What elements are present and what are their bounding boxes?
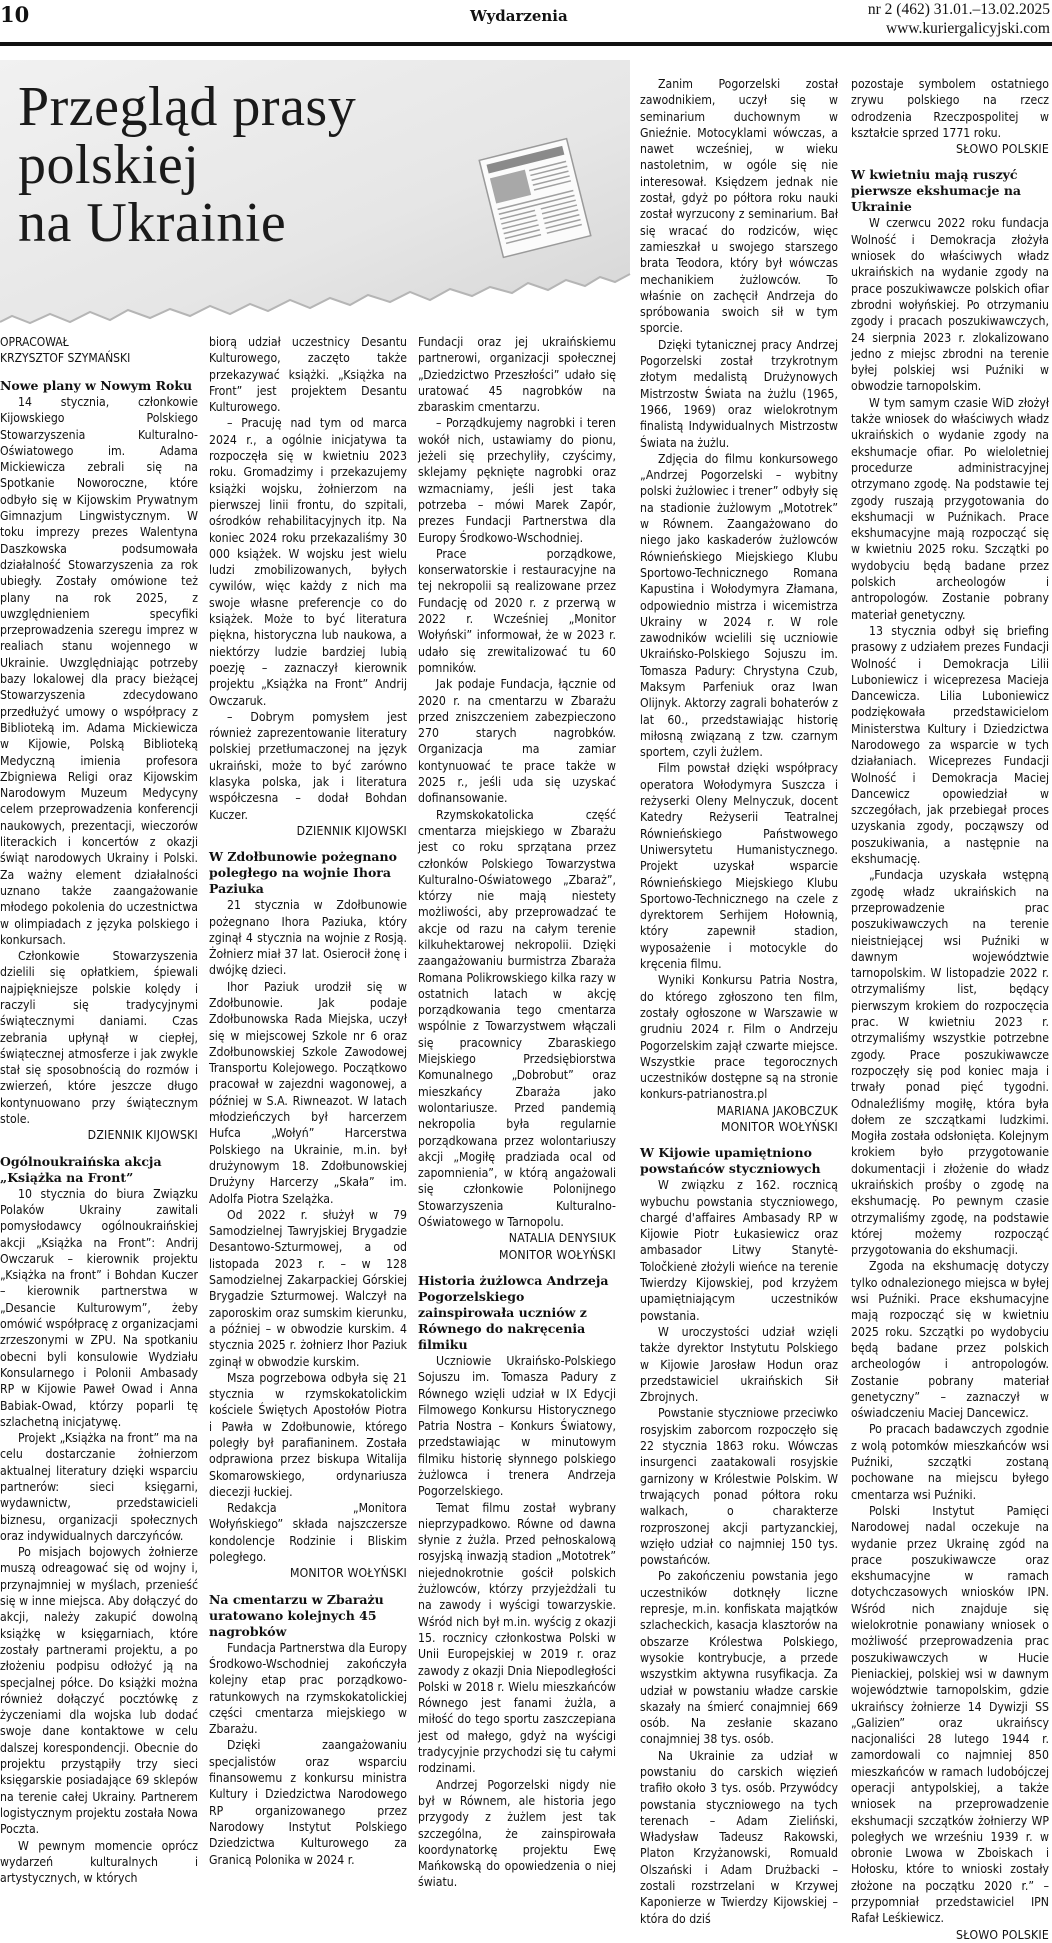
paragraph: Zdjęcia do filmu konkursowego „Andrzej Pogorzelski – wybitny polski żużlowiec i trener” odbyły się na stadionie żużlowym „Mototrek” w Równem. Zaangażowano do niego jako kaskaderów żużlowców Równieńskiego Miejskiego Klubu Sportowo-Technicznego Romana Kapustina i Wołodymyra Złamana, odpowiednio mistrza i wicemistrza Ukrainy w 2024 r. W role zawodników wcielili się uczniowie Ukraińsko-Polskiego Sojuszu im. Tomasza Padury: Chrystyna Czub, Maksym Parfeniuk oraz Iwan Olijnyk. Aktorzy zagrali bohaterów z lat 60., przedstawiając historię miłosną związaną z tzw. czarnym sportem, czyli żużlem. (640, 451, 838, 760)
paragraph: W czerwcu 2022 roku fundacja Wolność i Demokracja złożyła wniosek do właściwych władz ukraińskich na wydanie zgody na prace poszukiwawcze polskich ofiar zbrodni wołyńskiej. Po otrzymaniu zgody i pracach poszukiwawczych, 24 sierpnia 2023 r. zlokalizowano jedno z miejsc zbrodni na terenie byłej polskiej wsi Puźniki w obwodzie tarnopolskim. (851, 216, 1049, 394)
title-line-2: polskiej (18, 134, 200, 196)
column-3 (418, 334, 616, 1891)
paragraph: Uczniowie Ukraińsko-Polskiego Sojuszu im. Tomasza Padury z Równego wzięli udział w IX Edycji Filmowego Konkursu Historycznego Patria Nostra – Konkurs Światowy, przedstawiając w minutowym filmiku historię słynnego polskiego żużlowca i trenera Andrzeja Pogorzelskiego. (418, 1353, 616, 1499)
section-name: Wydarzenia (470, 7, 568, 25)
paragraph: 21 stycznia w Zdołbunowie pożegnano Ihora Paziuka, który zginął 4 stycznia na wojnie z Rosją. Żołnierz miał 37 lat. Osierocił żonę i dwójkę dzieci. (209, 898, 407, 978)
article-heading: W Zdołbunowie pożegnano poległego na wojnie Ihora Paziuka (209, 849, 397, 897)
source-signature: MONITOR WOŁYŃSKI (498, 1247, 616, 1262)
article-heading (0, 1154, 198, 1186)
article-heading: Historia żużlowca Andrzeja Pogorzelskiego zainspirowała uczniów z Równego do nakręcenia filmiku (418, 1272, 609, 1352)
paragraph: – Pracuję nad tym od marca 2024 r., a ogólnie inicjatywa ta rozpoczęła się w kwietniu 2023 roku. Gromadzimy i przekazujemy książki wojsku, żołnierzom na pierwszej linii frontu, do szpitali, ośrodków rehabilitacyjnych itp. Na koniec 2024 roku przekazaliśmy 30 000 książek. W wojsku jest wielu ludzi zmobilizowanych, byłych cywilów, więc każdy z nich ma swoje własne preferencje co do książek. Może to być literatura piękna, historyczna lub naukowa, a niektórzy ludzie bardziej lubią poezję – zaznaczył kierownik projektu „Książka na Front” Andrij Owczaruk. (209, 416, 407, 708)
paragraph: pozostaje symbolem ostatniego zrywu polskiego na rzecz odrodzenia Rzeczpospolitej w kształcie sprzed 1771 roku. (851, 77, 1049, 140)
paragraph: Temat filmu został wybrany nieprzypadkowo. Równe od dawna słynie z żużla. Przed pełnoskalową rosyjską inwazją stadion „Mototrek” niejednokrotnie gościł polskich żużlowców, którzy przyjeżdżali tu na zawody i wyścigi towarzyskie. Wśród nich był m.in. wyścig z okazji 15. rocznicy członkostwa Polski w Unii Europejskiej w 2019 r. oraz zawody z okazji Dnia Niepodległości Polski w 2018 r. Wielu mieszkańców Równego jest fanami żużla, a miłość do tego sportu zaszczepiana jest od małego, gdyż na wyścigi tradycyjnie przychodzi się tu całymi rodzinami. (418, 1500, 616, 1776)
column-2 (209, 334, 407, 1868)
paragraph: biorą udział uczestnicy Desantu Kulturowego, zaczęto także przekazywać książki. „Książka na Front” jest projektem Desantu Kulturowego. (209, 335, 407, 415)
source-signature: MONITOR WOŁYŃSKI (289, 1566, 407, 1581)
paragraph: Projekt „Książka na front” ma na celu dostarczanie żołnierzom aktualnej literatury dzięki wsparciu partnerów: sieci księgarni, wydawnictw, przedstawicieli biznesu, organizacji społecznych oraz indywidualnych darczyńców. (0, 1431, 198, 1543)
paragraph: Na Ukrainie za udział w powstaniu do carskich więzień trafiło około 3 tys. osób. Przywódcy powstania styczniowego na tych terenach – Adam Zieliński, Władysław Tadeusz Rakowski, Platon Krzyżanowski, Romuald Olszański i Adam Drużbacki – zostali rozstrzelani w Krzywej Kaponierze w Twierdzy Kijowskiej – która do dziś (640, 1748, 838, 1926)
paragraph: W tym samym czasie WiD złożył także wniosek do właściwych władz ukraińskich o wydanie zgody na ekshumacje ofiar. Po wieloletniej procedurze administracyjnej otrzymano zgodę. Na podstawie tej zgody ruszają przygotowania do ekshumacji w Puźnikach. Prace ekshumacyjne mają rozpocząć się w kwietniu 2025 roku. Szczątki po wydobyciu będą badane przez polskich archeologów i antropologów. Zostanie pobrany materiał genetyczny. (851, 395, 1049, 622)
paragraph: Polski Instytut Pamięci Narodowej nadal oczekuje na wydanie przez Ukrainę zgód na prace poszukiwawcze oraz ekshumacyjne w ramach dotychczasowych wniosków IPN. Wśród nich znajduje się wielokrotnie ponawiany wniosek o możliwość przeprowadzenia prac poszukiwawczych w Hucie Pieniackiej, polskiej wsi w dawnym województwie tarnopolskim, gdzie ukraińscy żołnierze 14 Dywizji SS „Galizien” oraz ukraińscy nacjonaliści 28 lutego 1944 r. zamordowali co najmniej 850 mieszkańców w ramach ludobójczej operacji antypolskiej, a także wniosek na przeprowadzenie ekshumacji szczątków żołnierzy WP poległych we wrześniu 1939 r. w obronie Lwowa w Zboiskach i Hołosku, które to wnioski zostały złożone na początku 2020 r.” – przypomniał przedstawiciel IPN Rafał Leśkiewicz. (851, 1503, 1049, 1926)
source-signature: SŁOWO POLSKIE (956, 142, 1049, 157)
paragraph: Jak podaje Fundacja, łącznie od 2020 r. na cmentarzu w Zbarażu przed zniszczeniem zabezpieczono 270 starych nagrobków. Organizacja ma zamiar kontynuować te prace także w 2025 r., jeśli uda się uzyskać dofinansowanie. (418, 677, 616, 806)
page-header (0, 0, 1052, 44)
paragraph: W uroczystości udział wzięli także dyrektor Instytutu Polskiego w Kijowie Jarosław Hodun oraz przedstawiciel ukraińskich Sił Zbrojnych. (640, 1324, 838, 1405)
paragraph: – Porządkujemy nagrobki i teren wokół nich, ustawiamy do pionu, jeżeli się przechyliły, czyścimy, sklejamy pęknięte nagrobki oraz wzmacniamy, jeśli jest taka potrzeba – mówi Marek Zapór, prezes Fundacji Partnerstwa dla Europy Środkowo-Wschodniej. (418, 416, 616, 545)
heading-line: „Książka na Front” (0, 1169, 134, 1185)
title-line-3: na Ukrainie (18, 192, 287, 254)
paragraph: Ihor Paziuk urodził się w Zdołbunowie. Jak podaje Zdołbunowska Rada Miejska, uczył się w miejscowej Szkole nr 6 oraz Zdołbunowskiej Szkole Zawodowej Transportu Kolejowego. Początkowo pracował w zajezdni wagonowej, a później w S.A. Riwneazot. W latach młodzieńczych był harcerzem Hufca „Wołyń” Harcerstwa Polskiego na Ukrainie, m.in. był drużynowym 18. Zdołbunowskiej Drużyny Harcerzy „Skała” im. Adolfa Piotra Szelążka. (209, 979, 407, 1206)
paragraph: 13 stycznia odbył się briefing prasowy z udziałem prezes Fundacji Wolność i Demokracja Lilii Luboniewicz i wiceprezesa Macieja Dancewicza. Lilia Luboniewicz podziękowała przedstawicielom Ministerstwa Kultury i Dziedzictwa Narodowego za wsparcie w tych działaniach. Wiceprezes Fundacji Wolność i Demokracja Maciej Dancewicz opowiedział w szczegółach, jak przebiegał proces uzyskania zgody, począwszy od poszukiwania, a następnie na ekshumację. (851, 623, 1049, 867)
article-heading: W kwietniu mają ruszyć pierwsze ekshumacje na Ukrainie (851, 167, 1022, 215)
source-signature: DZIENNIK KIJOWSKI (296, 823, 407, 838)
source-signature: NATALIA DENYSIUK (508, 1231, 616, 1246)
paragraph: Andrzej Pogorzelski nigdy nie był w Równem, ale historia jego przygody z żużlem jest tak szczególna, że zainspirowała koordynatorkę projektu Ewę Mańkowską do opowiedzenia o niej światu. (418, 1777, 616, 1890)
website-link[interactable]: www.kuriergalicyjski.com (885, 20, 1050, 37)
paragraph: Członkowie Stowarzyszenia dzielili się opłatkiem, śpiewali najpiękniejsze polskie kolędy i raczyli się tradycyjnymi świątecznymi daniami. Czas zebrania upłynął w ciepłej, świątecznej atmosferze i jak zwykle stał się sposobnością do rozmów i zwierzeń, które jeszcze długo kontynuowano przy świątecznym stole. (0, 949, 198, 1127)
paragraph: Po misjach bojowych żołnierze muszą odreagować się od wojny i, przynajmniej w myślach, przenieść się w inne miejsca. Aby dołączyć do akcji, należy zakupić dowolną książkę w księgarniach, które zostały partnerami projektu, a po złożeniu podpisu odłożyć ją na specjalnej półce. Do książki można również dołączyć pocztówkę z życzeniami dla wojska lub dodać swoje dane kontaktowe w celu dalszej korespondencji. Obecnie do projektu przystąpiły trzy sieci księgarskie posiadające 69 sklepów na terenie całej Ukrainy. Partnerem logistycznym projektu została Nowa Poczta. (0, 1545, 198, 1837)
main-title (18, 78, 356, 252)
article-heading: Na cmentarzu w Zbarażu uratowano kolejnych 45 nagrobków (209, 1591, 384, 1639)
paragraph: Prace porządkowe, konserwatorskie i restauracyjne na tej nekropolii są realizowane przez Fundację od 2020 r. z przerwą w 2022 r. Wcześniej „Monitor Wołyński” informował, że w 2023 r. udało się zrewitalizować tu 60 pomników. (418, 546, 616, 675)
paragraph: Dzięki zaangażowaniu specjalistów oraz wsparciu finansowemu z konkursu ministra Kultury i Dziedzictwa Narodowego RP organizowanego przez Narodowy Instytut Polskiego Dziedzictwa Kulturowego za Granicą Polonika w 2024 r. (209, 1738, 407, 1867)
article-heading: W Kijowie upamiętniono powstańców styczniowych (640, 1145, 821, 1177)
paragraph: „Fundacja uzyskała wstępną zgodę władz ukraińskich na przeprowadzenie prac poszukiwawczych na terenie nieistniejącej wsi Puźniki w dawnym województwie tarnopolskim. W listopadzie 2022 r. otrzymaliśmy list, będący pierwszym krokiem do rozpoczęcia prac. W kwietniu 2023 r. otrzymaliśmy wszystkie potrzebne zgody. Prace poszukiwawcze rozpoczęły się pod koniec maja i trwały ponad pięć tygodni. Odnaleźliśmy mogiłę, która była dołem ze szczątkami ludzkimi. Mogiła została odsłonięta. Kolejnym krokiem było przygotowanie dokumentacji i złożenie do władz ukraińskich prośby o zgodę na ekshumację. Po pewnym czasie otrzymaliśmy zgodę, na podstawie której możemy rozpocząć przygotowania do ekshumacji. (851, 868, 1049, 1258)
column-1 (0, 334, 198, 1886)
author-label: OPRACOWAŁ (0, 335, 69, 349)
paragraph: 14 stycznia, członkowie Kijowskiego Polskiego Stowarzyszenia Kulturalno-Oświatowego im. Adama Mickiewicza zebrali się na Spotkanie Noworoczne, które odbyło się w Kijowskim Prywatnym Gimnazjum Lingwistycznym. W toku imprezy prezes Walentyna Daszkowska podsumowała działalność Stowarzyszenia za rok ubiegły. Zostały omówione też plany na rok 2025, z uwzględnieniem specyfiki przeprowadzenia szeregu imprez w realiach stanu wojennego w Ukrainie. Uwzględniając potrzeby bazy lokalowej dla pracy bieżącej Stowarzyszenia zdecydowano przedłużyć umowy o współpracy z Biblioteką im. Adama Mickiewicza w Kijowie, Polską Biblioteką Medyczną imienia profesora Zbigniewa Religi oraz Kijowskim Narodowym Muzeum Medycyny celem przeprowadzenia konferencji naukowych, prezentacji, wieczorów literackich i koncertów z okazji świąt narodowych Ukrainy i Polski. Za ważny element działalności uznano także zaangażowanie młodego pokolenia do uczestnictwa w olimpiadach z języka polskiego i konkursach. (0, 395, 198, 947)
author-credit (0, 334, 198, 366)
heading-line: Ogólnoukraińska akcja (0, 1153, 162, 1169)
header-rule (0, 42, 1052, 46)
paragraph: Zgoda na ekshumację dotyczy tylko odnalezionego miejsca w byłej wsi Puźniki. Prace ekshumacyjne mają rozpocząć się w kwietniu 2025 roku. Szczątki po wydobyciu będą badane przez polskich archeologów i antropologów. Zostanie pobrany materiał genetyczny” – zaznaczył w oświadczeniu Maciej Dancewicz. (851, 1259, 1049, 1421)
author-name: KRZYSZTOF SZYMAŃSKI (0, 351, 131, 365)
source-signature: MONITOR WOŁYŃSKI (720, 1120, 838, 1134)
issue-info (868, 0, 1050, 38)
column-5 (851, 76, 1049, 1943)
newspaper-icon (470, 138, 600, 258)
paragraph: Film powstał dzięki współpracy operatora Wołodymyra Suszcza i reżyserki Oleny Melnyczuk, docent Katedry Reżyserii Teatralnej Równieńskiego Państwowego Uniwersytetu Humanistycznego. Projekt uzyskał wsparcie Równieńskiego Miejskiego Klubu Sportowo-Technicznego na czele z dyrektorem Serhijem Hołownią, który zapewnił stadion, wyposażenie i motocykle do kręcenia filmu. (640, 761, 838, 972)
paragraph: Po pracach badawczych zgodnie z wolą potomków mieszkańców wsi Puźniki, szczątki zostaną pochowane na miejscu byłego cmentarza wsi Puźniki. (851, 1422, 1049, 1502)
title-line-1: Przegląd prasy (18, 76, 357, 138)
paragraph: W związku z 162. rocznicą wybuchu powstania styczniowego, chargé d'affaires Ambasady RP w Kijowie Piotr Łukasiewicz oraz ambasador Litwy Stanytė-Toločkienė złożyli wieńce na terenie Twierdzy Kijowskiej, pod krzyżem upamiętniającym uczestników powstania. (640, 1178, 838, 1323)
title-block (0, 60, 630, 325)
column-4 (640, 76, 838, 1927)
paragraph: Redakcja „Monitora Wołyńskiego” składa najszczersze kondolencje Rodzinie i Bliskim poległego. (209, 1501, 407, 1565)
source-signature: DZIENNIK KIJOWSKI (87, 1128, 198, 1143)
paragraph: Po zakończeniu powstania jego uczestników dotknęły liczne represje, m.in. konfiskata majątków szlacheckich, kasacja klasztorów na obszarze Królestwa Polskiego, wysokie kontrybucje, a przede wszystkim aktywna rusyfikacja. Za udział w powstaniu władze carskie skazały na śmierć conajmniej 669 osób. Na zesłanie skazano conajmniej 38 tys. osób. (640, 1569, 838, 1747)
source-signature: MARIANA JAKOBCZUK (716, 1103, 838, 1118)
source-signature: SŁOWO POLSKIE (956, 1927, 1049, 1942)
paragraph: 10 stycznia do biura Związku Polaków Ukrainy zawitali pomysłodawcy ogólnoukraińskiej akcji „Książka na Front”: Andrij Owczaruk – kierownik projektu „Książka na front” i Bohdan Kuczer – kierownik partnerstwa w „Desancie Kulturowym”, żeby omówić współpracę z organizacjami zrzeszonymi w ZPU. Na spotkaniu obecni byli konsulowie Wydziału Konsularnego i Polonii Ambasady RP w Kijowie Paweł Owad i Anna Babiak-Owad, którzy poparli tę szlachetną inicjatywę. (0, 1186, 198, 1429)
paragraph: Powstanie styczniowe przeciwko rosyjskim zaborcom rozpoczęło się 22 stycznia 1863 roku. Wówczas insurgenci zaatakowali rosyjskie garnizony w Królestwie Polskim. W trwających ponad półtora roku walkach, o charakterze rozproszonej akcji partyzanckiej, wzięło udział co najmniej 150 tys. powstańców. (640, 1406, 838, 1568)
paragraph: W pewnym momencie oprócz wydarzeń kulturalnych i artystycznych, w których (0, 1838, 198, 1886)
article-heading: Nowe plany w Nowym Roku (0, 378, 193, 393)
issue-number: nr 2 (462) 31.01.–13.02.2025 (867, 1, 1050, 18)
page-number: 10 (0, 2, 30, 27)
paragraph: Dzięki tytanicznej pracy Andrzej Pogorzelski został trzykrotnym złotym medalistą Drużynowych Mistrzostw Świata na żużlu (1965, 1966, 1969) oraz wielokrotnym finalistą Indywidualnych Mistrzostw Świata na żużlu. (640, 337, 838, 450)
paragraph: Fundacji oraz jej ukraińskiemu partnerowi, organizacji społecznej „Dziedzictwo Przeszłości” udało się uratować 45 nagrobków na zbaraskim cmentarzu. (418, 335, 616, 415)
paragraph: Fundacja Partnerstwa dla Europy Środkowo-Wschodniej zakończyła kolejny etap prac porządkowo-ratunkowych na rzymskokatolickiej części cmentarza miejskiego w Zbarażu. (209, 1640, 407, 1737)
paragraph: Zanim Pogorzelski został zawodnikiem, uczył się w seminarium duchownym w Gnieźnie. Motocyklami wówczas, a nawet wcześniej, w wieku nastoletnim, w ogóle się nie interesował. Księdzem jednak nie został, gdyż po półtora roku nauki został wyrzucony z seminarium. Bał się wracać do rodziców, więc zamieszkał u swojego starszego brata Teodora, który był wówczas mechanikiem żużlowców. To właśnie on zachęcił Andrzeja do spróbowania swoich sił w tym sporcie. (640, 77, 838, 336)
paragraph: Wyniki Konkursu Patria Nostra, do którego zgłoszono ten film, zostały ogłoszone w Warszawie w grudniu 2024 r. Film o Andrzeju Pogorzelskim zajął czwarte miejsce. Wszystkie prace tegorocznych uczestników dostępne są na stronie konkurs-patrianostra.pl (640, 973, 838, 1102)
paragraph: Rzymskokatolicka część cmentarza miejskiego w Zbarażu jest co roku sprzątana przez członków Polskiego Towarzystwa Kulturalno-Oświatowego „Zbaraż”, którzy nie mają niestety możliwości, aby przeprowadzać te akcje od razu na całym terenie kilkuhektarowej nekropolii. Dzięki zaangażowaniu burmistrza Zbaraża Romana Polikrowskiego kilka razy w ostatnich latach w akcję porządkowania tego cmentarza wspólnie z Towarzystwem włączali się pracownicy Zbaraskiego Miejskiego Przedsiębiorstwa Komunalnego „Dobrobut” oraz mieszkańcy Zbaraża jako wolontariusze. Przed pandemią nekropolia była regularnie porządkowana przez wolontariuszy akcji „Mogiłę pradziada ocal od zapomnienia”, w którą angażowali się członkowie Polonijnego Stowarzyszenia Kulturalno-Oświatowego w Tarnopolu. (418, 807, 616, 1230)
paragraph: – Dobrym pomysłem jest również zaprezentowanie literatury polskiej przetłumaczonej na język ukraiński, może to być zarówno klasyka polska, jak i literatura współczesna – dodał Bohdan Kuczer. (209, 709, 407, 822)
paragraph: Msza pogrzebowa odbyła się 21 stycznia w rzymskokatolickim kościele Świętych Apostołów Piotra i Pawła w Zdołbunowie, którego poległy był parafianinem. Została odprawiona przez biskupa Witalija Skomarowskiego, ordynariusza diecezji łuckiej. (209, 1370, 407, 1499)
paragraph: Od 2022 r. służył w 79 Samodzielnej Tawryjskiej Brygadzie Desantowo-Szturmowej, a od listopada 2023 r. – w 128 Samodzielnej Zakarpackiej Górskiej Brygadzie Szturmowej. Walczył na zaporoskim oraz sumskim kierunku, a później – w obwodzie kurskim. 4 stycznia 2025 r. żołnierz Ihor Paziuk zginął w obwodzie kurskim. (209, 1207, 407, 1369)
